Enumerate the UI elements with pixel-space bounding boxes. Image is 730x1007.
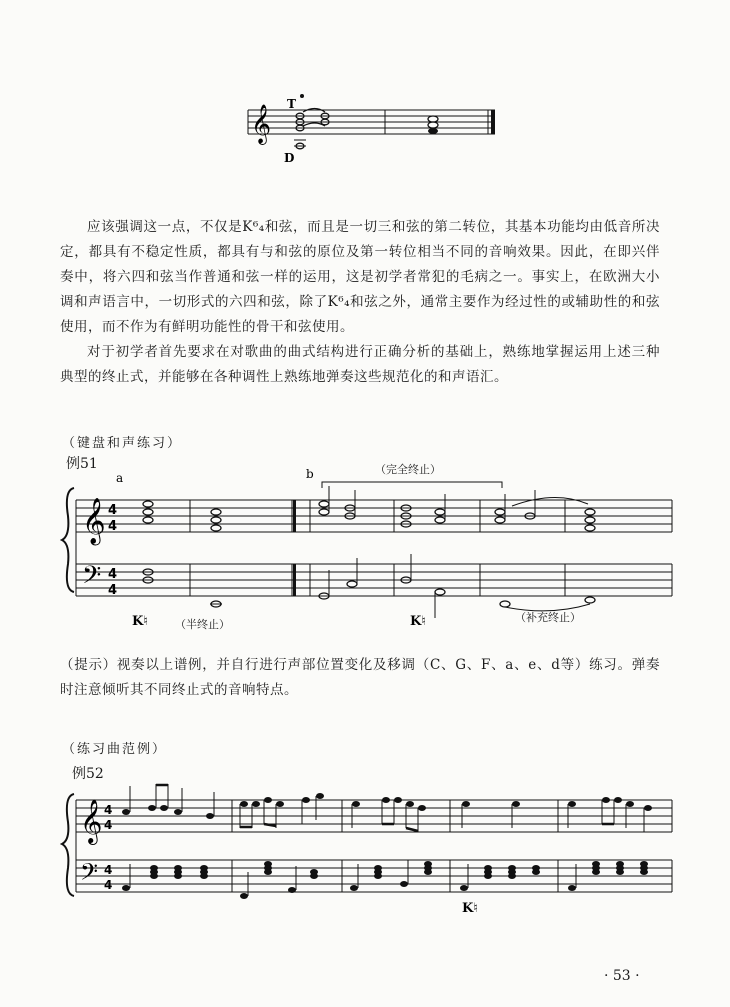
k-label: K♮ bbox=[462, 901, 478, 916]
cadence-bracket bbox=[322, 482, 502, 488]
svg-text:4: 4 bbox=[104, 818, 113, 832]
svg-text:4: 4 bbox=[104, 863, 113, 877]
example-51-score bbox=[60, 468, 680, 628]
treble-clef-icon: 𝄞 bbox=[251, 104, 272, 144]
tonic-label: T bbox=[287, 97, 296, 111]
treble-clef-icon: 𝄞 bbox=[80, 799, 103, 843]
example-52-score bbox=[60, 778, 680, 918]
half-cadence-label: （半终止） bbox=[175, 618, 230, 631]
example-52-label: 例52 bbox=[72, 766, 104, 782]
brace-icon bbox=[62, 794, 74, 896]
svg-text:4: 4 bbox=[104, 803, 113, 817]
paragraph-practice-hint: （提示）视奏以上谱例，并自行进行声部位置变化及移调（C、G、F、a、e、d等）练习。弹奏时注意倾听其不同终止式的音响特点。 bbox=[60, 657, 660, 698]
dominant-label: D bbox=[284, 151, 295, 165]
svg-text:4: 4 bbox=[108, 583, 118, 598]
brace-icon bbox=[62, 488, 74, 592]
k-label-1: K♮ bbox=[132, 614, 148, 628]
paragraph-cadence-explanation: 应该强调这一点，不仅是K⁶₄和弦，而且是一切三和弦的第二转位，其基本功能均由低音所决定，都具有不稳定性质，都具有与和弦的原位及第一转位相当不同的音响效果。因此，在即兴伴奏中，将六四和弦当作普通和弦一样的运用，这是初学者常犯的毛病之一。事实上，在欧洲大小调和声语言中，一切形式的六四和弦，除了K⁶₄和弦之外，通常主要作为经过性的或辅助性的和弦使用，而不作为有鲜明功能性的骨干和弦使用。 bbox=[60, 219, 660, 335]
treble-clef-icon: 𝄞 bbox=[82, 498, 106, 544]
svg-text:4: 4 bbox=[108, 503, 118, 518]
plagal-cadence-label: （补充终止） bbox=[515, 611, 581, 624]
paragraph-beginner-requirements: 对于初学者首先要求在对歌曲的曲式结构进行正确分析的基础上，熟练地掌握运用上述三种典型的终止式，并能够在各种调性上熟练地弹奏这些规范化的和声语汇。 bbox=[60, 344, 660, 385]
part-a-label: a bbox=[116, 471, 124, 485]
svg-text:4: 4 bbox=[108, 519, 118, 534]
part-b-label: b bbox=[306, 468, 314, 481]
section-heading-etude-example: （练习曲范例） bbox=[62, 742, 168, 757]
bass-clef-icon: 𝄢 bbox=[82, 561, 102, 596]
svg-text:4: 4 bbox=[104, 878, 113, 892]
top-music-example bbox=[240, 90, 510, 170]
page-number: · 53 · bbox=[604, 968, 640, 984]
k-label-2: K♮ bbox=[410, 614, 426, 628]
section-heading-keyboard-harmony: （键盘和声练习） bbox=[62, 436, 183, 451]
example-51-label: 例51 bbox=[66, 456, 98, 472]
svg-text:4: 4 bbox=[108, 567, 118, 582]
bass-clef-icon: 𝄢 bbox=[80, 858, 99, 891]
full-cadence-label: （完全终止） bbox=[375, 463, 441, 476]
